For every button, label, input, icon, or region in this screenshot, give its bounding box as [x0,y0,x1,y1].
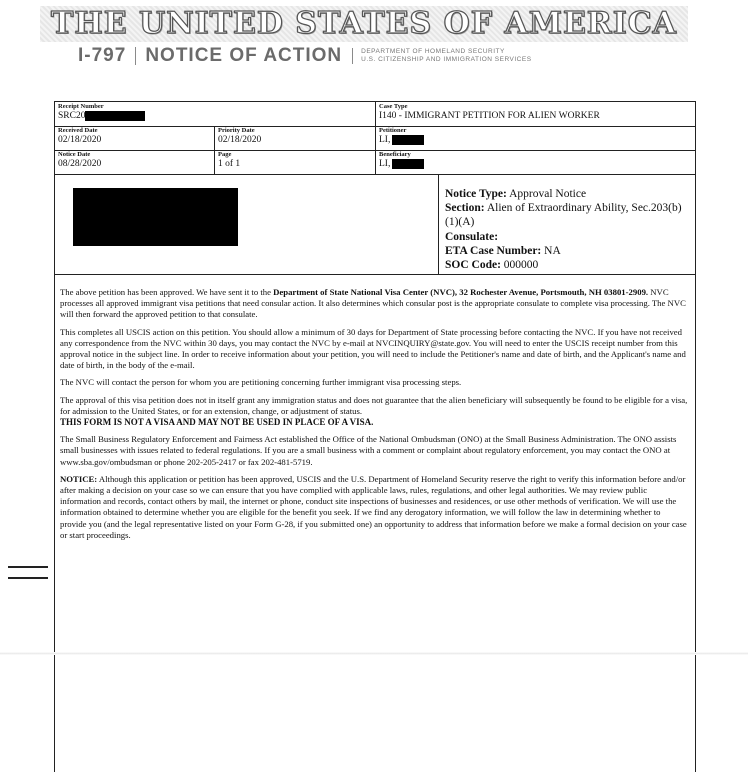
notice-type-label: Notice Type: [445,188,507,200]
priority-date-cell [215,126,376,150]
page-value: 1 of 1 [218,159,241,169]
notice-type-value: Approval Notice [509,188,587,200]
redacted-address [73,188,238,246]
petitioner-cell [376,126,695,150]
nvc-address: Department of State National Visa Center (NVC), 32 Rochester Avenue, Portsmouth, NH 03801-2909. [273,287,649,297]
redaction-bar [392,159,424,169]
form-id: I-797 [78,45,127,66]
margin-mark [8,566,48,568]
fields-row-3 [55,150,695,175]
address-notice-area [55,174,695,275]
page-cell [215,150,376,174]
beneficiary-label: Beneficiary [379,151,411,158]
receipt-number-label: Receipt Number [58,103,104,110]
agency-block [352,48,531,64]
received-date-value: 02/18/2020 [58,135,102,145]
priority-date-label: Priority Date [218,127,255,134]
redaction-bar [392,135,424,145]
notice-info-box [438,174,695,274]
case-type-value: I140 - IMMIGRANT PETITION FOR ALIEN WORKER [379,111,600,121]
case-type-cell [376,102,695,126]
redaction-bar [85,111,145,121]
notice-date-cell [55,150,215,174]
section-value: Alien of Extraordinary Ability, Sec.203(b)(1)(A) [445,202,682,229]
petitioner-label: Petitioner [379,127,407,134]
section-label: Section: [445,202,485,215]
eta-case-value: NA [544,244,561,257]
paper-fold [0,652,748,655]
agency-line-2: U.S. CITIZENSHIP AND IMMIGRATION SERVICES [361,56,532,63]
agency-line-1: DEPARTMENT OF HOMELAND SECURITY [361,48,505,55]
p4-text: The approval of this visa petition does not in itself grant any immigration status and does not guarantee that the alien beneficiary will subsequently be found to be eligible for a visa, for admission to the United States, or for an extension, change, or adjustment of status. [60,394,688,416]
notice-date-label: Notice Date [58,151,91,158]
notice-label: NOTICE: [60,473,98,484]
paragraph-ombudsman: The Small Business Regulatory Enforcement and Fairness Act established the Office of the National Ombudsman (ONO) at the Small Business Administration. The ONO assists small businesses with issues related to federal regulations. If you are a small business with a comment or complaint about regulatory enforcement, you may contact the ONO at www.sba.gov/ombudsman or phone 202-205-2417 or fax 202-481-5719. [60,434,677,467]
received-date-label: Received Date [58,127,98,134]
case-type-label: Case Type [379,103,408,110]
not-a-visa-warning: THIS FORM IS NOT A VISA AND MAY NOT BE USED IN PLACE OF A VISA. [60,417,374,428]
beneficiary-value: LI, [379,159,391,170]
fields-row-2 [55,126,695,151]
notice-date-value: 08/28/2020 [58,159,102,169]
form-title: NOTICE OF ACTION [145,45,343,66]
consulate-label: Consulate: [445,230,499,243]
priority-date-value: 02/18/2020 [218,135,262,145]
receipt-number-cell [55,102,376,126]
fields-row-1 [55,102,695,127]
eta-case-label: ETA Case Number: [445,244,542,257]
form-header [78,44,532,68]
margin-mark [8,577,48,579]
p6-text: Although this application or petition has been approved, USCIS and the U.S. Department of Homeland Security reserve the right to verify this information before and/or after making a decision on your case so we can ensure that you have complied with applicable laws, rules, regulations, and other legal authorities. We may review public information and records, contact others by mail, the internet or phone, conduct site inspections of businesses and residences, or use other methods of verification. We will use the information obtained to determine whether you are eligible for the benefit you seek. If we find any derogatory information, we will follow the law in determining whether to provide you (and the legal representative listed on your Form G-28, if you submitted one) an opportunity to address that information before we make a formal decision on your case or start proceedings. [60,473,687,540]
page-label: Page [218,151,232,158]
p1-text-c: NVC processes all approved immigrant visa petitions that need consular action. It also determines which consular post is the appropriate consulate to complete visa processing. The NVC will then forward the approved petition to that consulate. [60,287,686,320]
petitioner-value: LI, [379,135,391,146]
paragraph-notice [60,474,689,541]
paragraph-nvc [60,287,689,321]
receipt-number-value: SRC20 [58,111,86,122]
notice-form [54,101,696,772]
notice-body [60,287,689,547]
p1-text-a: The above petition has been approved. We have sent it to the [60,287,274,297]
paragraph-contact: The NVC will contact the person for whom you are petitioning concerning further immigrant visa processing steps. [60,377,462,388]
soc-code-value: 000000 [503,259,539,272]
paragraph-completion: This completes all USCIS action on this petition. You should allow a minimum of 30 days for Department of State processing before contacting the NVC. If you have not received any correspondence from the NVC within 30 days, you may contact the NVC by e-mail at NVCINQUIRY@state.gov. You will need to enter the USCIS receipt number from this approval notice in the subject line. In order to receive information about your petition, you will need to include the Petitioner's name and date of birth, and the Applicant's name and date of birth, in the body of the e-mail. [60,326,686,371]
beneficiary-cell [376,150,695,174]
paragraph-approval [60,395,689,429]
header-divider [135,47,136,65]
received-date-cell [55,126,215,150]
soc-code-label: SOC Code: [445,259,501,272]
seal-banner: THE UNITED STATES OF AMERICA [40,6,688,42]
